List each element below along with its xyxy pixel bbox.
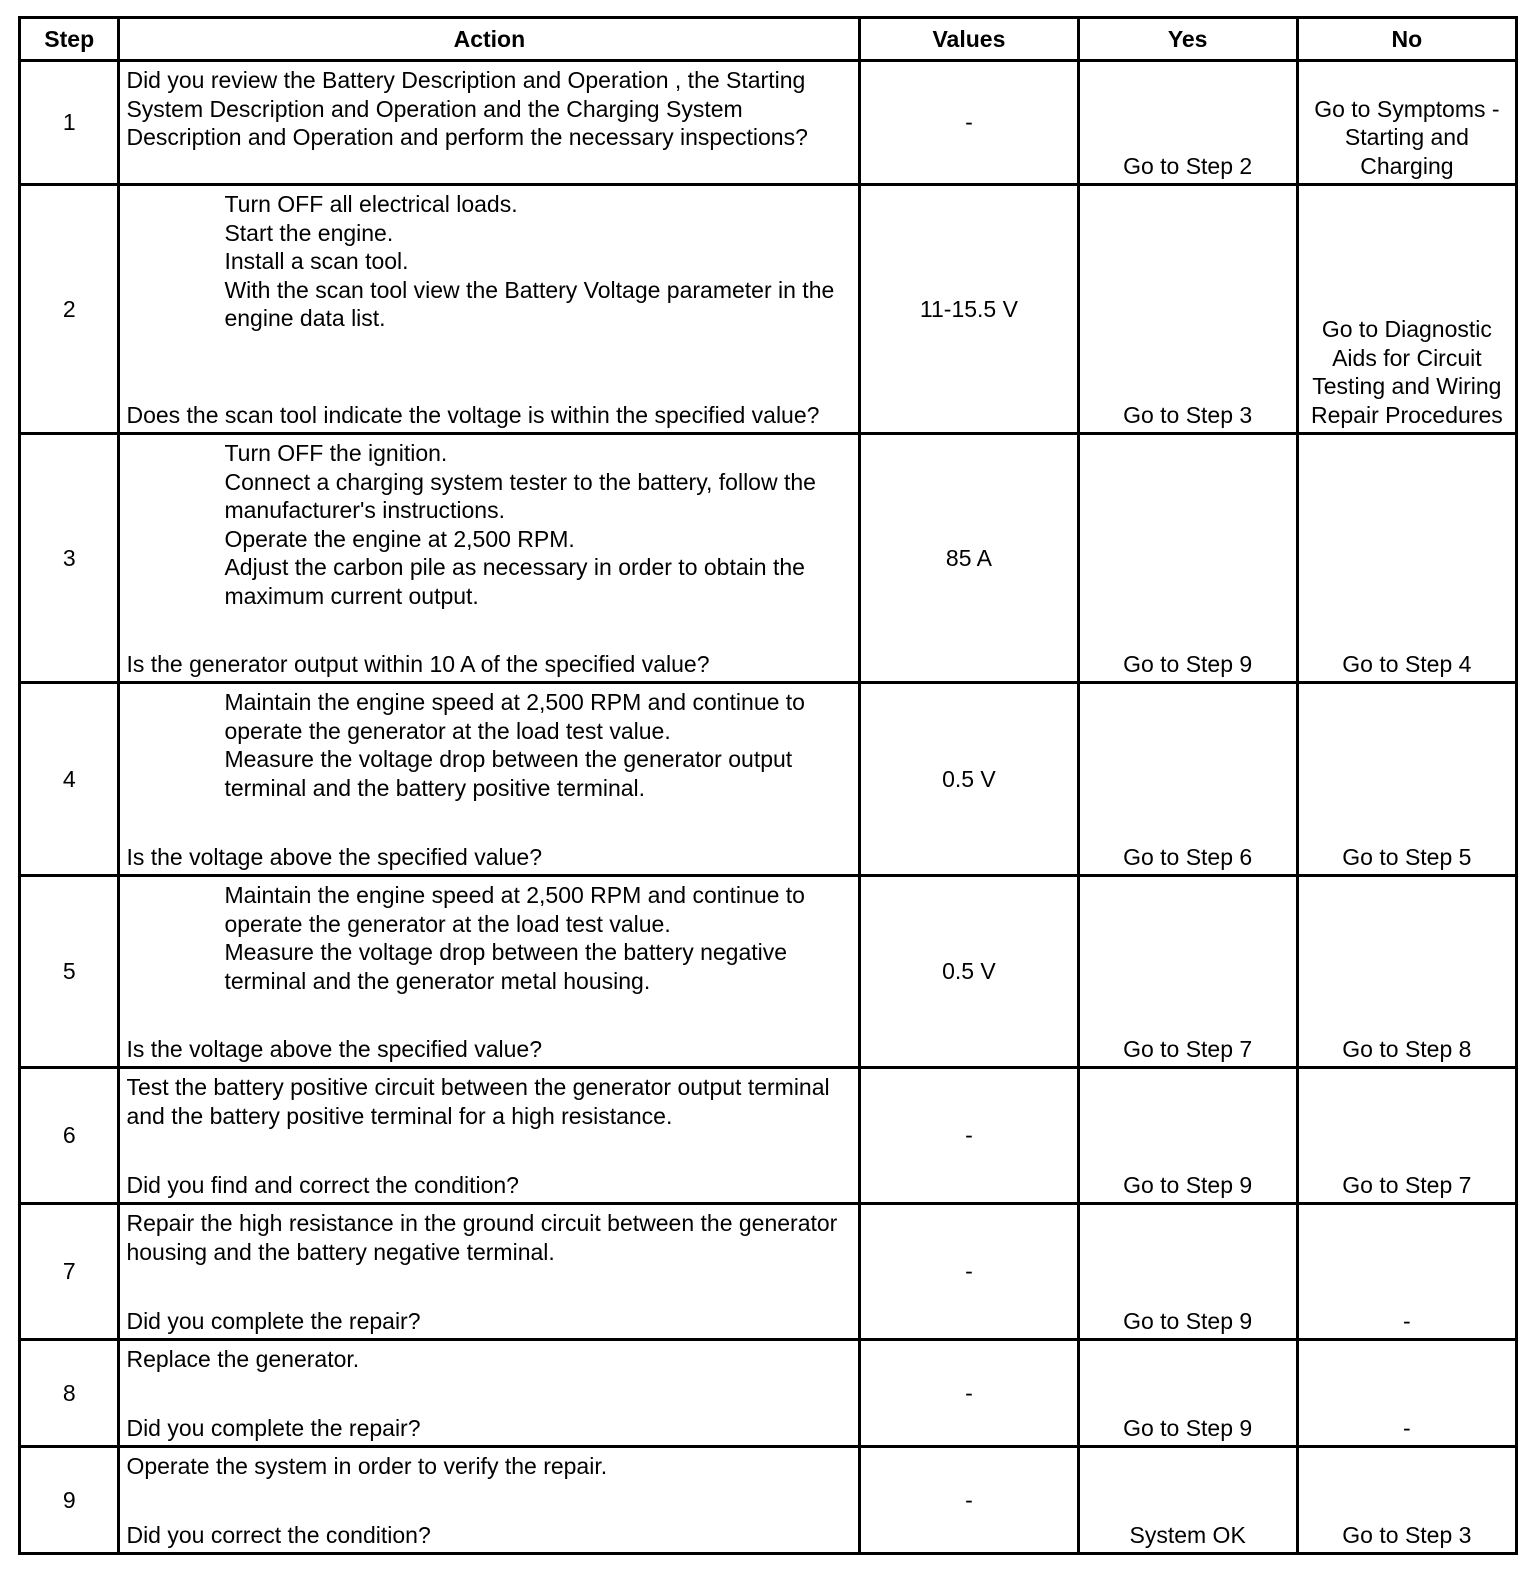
value-cell: - xyxy=(860,1340,1078,1447)
header-no: No xyxy=(1297,18,1516,61)
action-substep: Install a scan tool. xyxy=(224,248,409,274)
action-cell xyxy=(119,185,860,434)
no-cell: Go to Symptoms - Starting and Charging xyxy=(1297,61,1516,185)
action-cell xyxy=(119,1447,860,1554)
table-row xyxy=(20,1447,1517,1554)
action-text: Test the battery positive circuit between the generator output terminal and the battery positive terminal for a high resistance. xyxy=(126,1074,830,1129)
no-cell: Go to Diagnostic Aids for Circuit Testing and Wiring Repair Procedures xyxy=(1297,185,1516,434)
table-row xyxy=(20,1068,1517,1204)
value-cell: 85 A xyxy=(860,434,1078,683)
value-cell: 0.5 V xyxy=(860,876,1078,1068)
yes-cell: System OK xyxy=(1078,1447,1297,1554)
action-cell xyxy=(119,1340,860,1447)
no-cell: - xyxy=(1297,1340,1516,1447)
table-row xyxy=(20,876,1517,1068)
yes-cell: Go to Step 9 xyxy=(1078,1068,1297,1204)
table-row xyxy=(20,185,1517,434)
step-number: 4 xyxy=(20,683,119,876)
action-substep: Start the engine. xyxy=(224,219,394,246)
no-cell: Go to Step 8 xyxy=(1297,876,1516,1068)
table-row xyxy=(20,434,1517,683)
action-text: Did you review the Battery Description and Operation , the Starting System Description and Operation and the Charging System Description and Operation and perform the necessary inspections? xyxy=(126,67,808,150)
action-substep: Maintain the engine speed at 2,500 RPM and continue to operate the generator at the load test value. xyxy=(224,882,805,937)
action-substep: Turn OFF all electrical loads. xyxy=(224,191,518,217)
yes-cell: Go to Step 9 xyxy=(1078,434,1297,683)
action-substep: Operate the engine at 2,500 RPM. xyxy=(224,525,575,552)
yes-cell: Go to Step 3 xyxy=(1078,185,1297,434)
header-step: Step xyxy=(20,18,119,61)
table-row xyxy=(20,61,1517,185)
table-row xyxy=(20,1340,1517,1447)
action-question: Did you find and correct the condition? xyxy=(126,1171,519,1198)
diagnostic-table xyxy=(18,16,1518,1555)
action-text: Replace the generator. xyxy=(126,1346,360,1372)
action-cell xyxy=(119,434,860,683)
action-question: Did you correct the condition? xyxy=(126,1521,431,1548)
step-number: 8 xyxy=(20,1340,119,1447)
step-number: 6 xyxy=(20,1068,119,1204)
action-substeps xyxy=(126,439,852,610)
action-question: Is the voltage above the specified value? xyxy=(126,843,543,870)
action-question: Is the voltage above the specified value? xyxy=(126,1035,543,1062)
no-cell: Go to Step 4 xyxy=(1297,434,1516,683)
action-substep: Connect a charging system tester to the battery, follow the manufacturer's instructions. xyxy=(224,468,816,523)
action-question: Did you complete the repair? xyxy=(126,1307,421,1334)
action-substeps xyxy=(126,190,852,333)
action-cell xyxy=(119,1068,860,1204)
value-cell: 11-15.5 V xyxy=(860,185,1078,434)
action-cell xyxy=(119,876,860,1068)
action-substeps xyxy=(126,688,852,802)
no-cell: Go to Step 7 xyxy=(1297,1068,1516,1204)
action-substep: Turn OFF the ignition. xyxy=(224,440,448,466)
action-question: Does the scan tool indicate the voltage is within the specified value? xyxy=(126,401,820,428)
action-substeps xyxy=(126,881,852,995)
action-substep: With the scan tool view the Battery Voltage parameter in the engine data list. xyxy=(224,276,835,331)
step-number: 5 xyxy=(20,876,119,1068)
table-body xyxy=(20,61,1517,1554)
value-cell: 0.5 V xyxy=(860,683,1078,876)
header-row xyxy=(20,18,1517,61)
action-question: Did you complete the repair? xyxy=(126,1414,421,1441)
action-substep: Measure the voltage drop between the battery negative terminal and the generator metal housing. xyxy=(224,939,788,994)
no-cell: Go to Step 3 xyxy=(1297,1447,1516,1554)
header-yes: Yes xyxy=(1078,18,1297,61)
step-number: 2 xyxy=(20,185,119,434)
table-row xyxy=(20,1204,1517,1340)
action-substep: Maintain the engine speed at 2,500 RPM and continue to operate the generator at the load test value. xyxy=(224,689,805,744)
action-question: Is the generator output within 10 A of the specified value? xyxy=(126,650,710,677)
action-cell xyxy=(119,1204,860,1340)
table-row xyxy=(20,683,1517,876)
value-cell: - xyxy=(860,1447,1078,1554)
step-number: 3 xyxy=(20,434,119,683)
action-cell xyxy=(119,61,860,185)
no-cell: - xyxy=(1297,1204,1516,1340)
no-cell: Go to Step 5 xyxy=(1297,683,1516,876)
action-text: Repair the high resistance in the ground circuit between the generator housing and the battery negative terminal. xyxy=(126,1210,838,1265)
header-values: Values xyxy=(860,18,1078,61)
action-text: Operate the system in order to verify the repair. xyxy=(126,1453,608,1479)
yes-cell: Go to Step 2 xyxy=(1078,61,1297,185)
step-number: 9 xyxy=(20,1447,119,1554)
value-cell: - xyxy=(860,1068,1078,1204)
value-cell: - xyxy=(860,61,1078,185)
yes-cell: Go to Step 7 xyxy=(1078,876,1297,1068)
yes-cell: Go to Step 6 xyxy=(1078,683,1297,876)
step-number: 7 xyxy=(20,1204,119,1340)
step-number: 1 xyxy=(20,61,119,185)
header-action: Action xyxy=(119,18,860,61)
value-cell: - xyxy=(860,1204,1078,1340)
action-substep: Adjust the carbon pile as necessary in order to obtain the maximum current output. xyxy=(224,554,805,609)
yes-cell: Go to Step 9 xyxy=(1078,1204,1297,1340)
action-substep: Measure the voltage drop between the generator output terminal and the battery positive terminal. xyxy=(224,746,793,801)
yes-cell: Go to Step 9 xyxy=(1078,1340,1297,1447)
action-cell xyxy=(119,683,860,876)
